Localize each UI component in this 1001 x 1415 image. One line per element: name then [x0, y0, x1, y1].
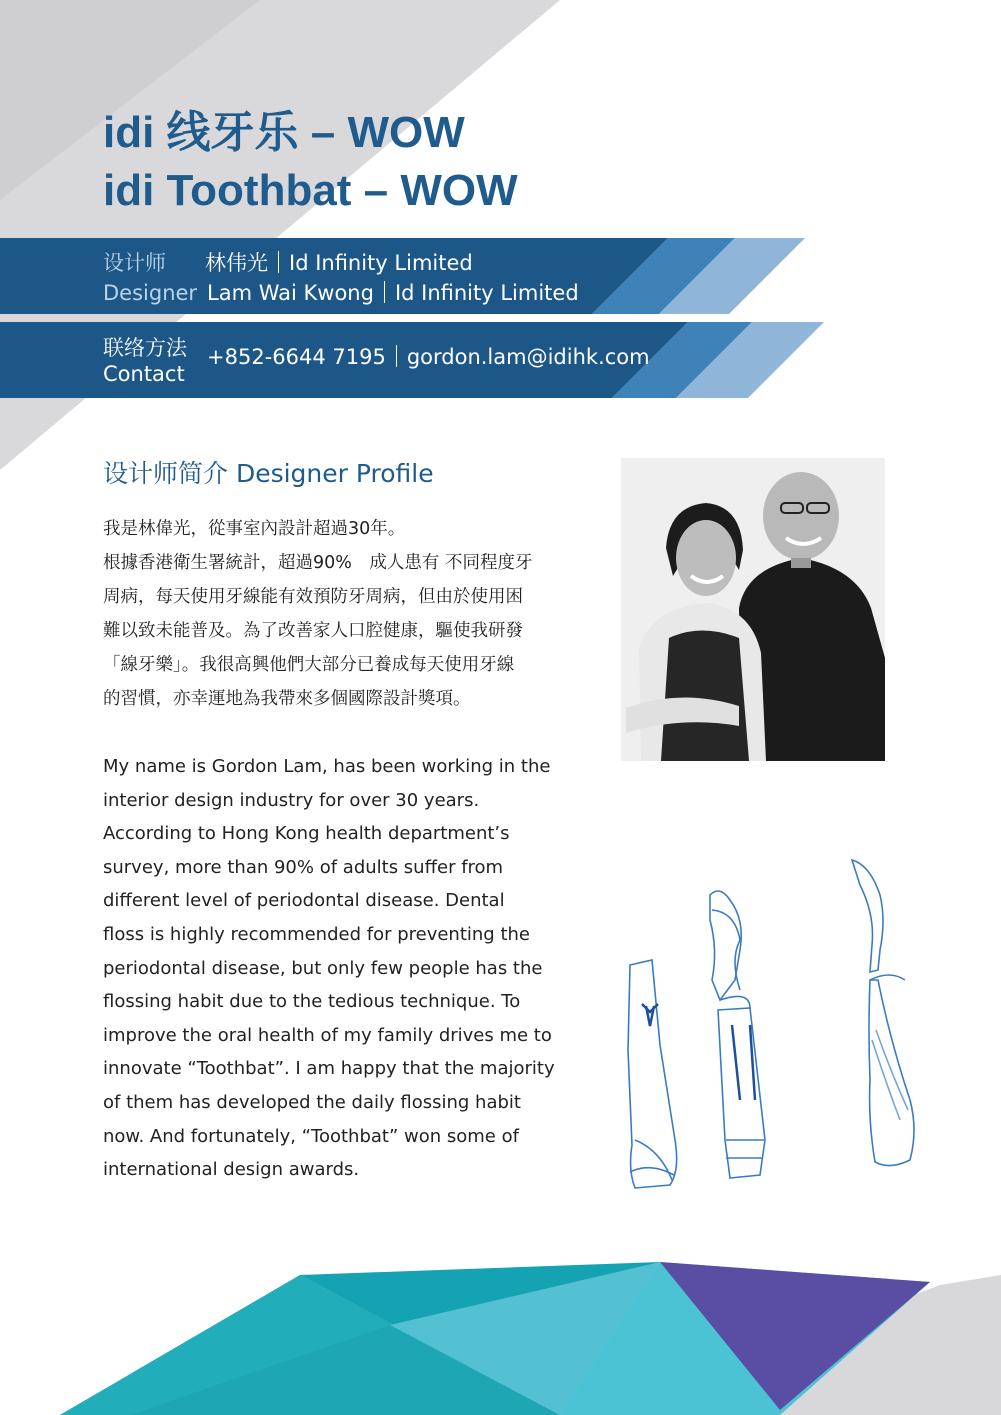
designer-photo-illustration [621, 458, 885, 761]
divider [278, 251, 279, 273]
profile-en-line: international design awards. [103, 1159, 360, 1181]
profile-en-line: floss is highly recommended for preventing the [103, 923, 530, 945]
contact-label-en [103, 359, 185, 389]
designer-photo [621, 458, 885, 761]
profile-en-line: My name is Gordon Lam, has been working in the [103, 756, 551, 777]
toothbat-sketch-illustration [590, 840, 960, 1210]
title-chinese: idi 线牙乐 – WOW [103, 108, 465, 157]
designer-name-zh: 林伟光 [205, 251, 268, 275]
profile-zh-line: 根據香港衛生署統計，超過90% 成人患有 不同程度牙 [103, 553, 533, 573]
designer-row-zh [103, 248, 473, 278]
designer-label-zh: 设计师 [103, 251, 166, 275]
profile-en-line: survey, more than 90% of adults suffer from [103, 856, 504, 878]
contact-email[interactable]: gordon.lam@idihk.com [406, 345, 650, 369]
profile-zh-line: 「線牙樂」。我很高興他們大部分已養成每天使用牙線 [103, 655, 515, 675]
profile-en-line: different level of periodontal disease. Dental [103, 890, 505, 912]
contact-label-en-text: Contact [103, 362, 185, 386]
profile-en-line: periodontal disease, but only few people has the [103, 957, 543, 979]
profile-zh-line: 周病，每天使用牙線能有效預防牙周病，但由於使用困 [103, 587, 523, 607]
profile-text-zh [103, 512, 573, 716]
profile-text-en [103, 750, 573, 1187]
profile-zh-line: 難以致未能普及。為了改善家人口腔健康，驅使我研發 [103, 621, 523, 641]
designer-row-en [103, 278, 579, 308]
toothbat-sketch [590, 840, 960, 1210]
profile-en-line: innovate “Toothbat”. I am happy that the majority [103, 1058, 555, 1080]
designer-label-en: Designer [103, 281, 198, 305]
profile-en-line: now. And fortunately, “Toothbat” won some of [103, 1125, 519, 1147]
contact-details [207, 342, 650, 372]
profile-en-line: flossing habit due to the tedious technique. To [103, 991, 521, 1013]
profile-heading: 设计师简介 Designer Profile [103, 459, 434, 488]
contact-label-zh-text: 联络方法 [103, 336, 187, 360]
designer-company-en: Id Infinity Limited [394, 281, 579, 305]
designer-name-en: Lam Wai Kwong [207, 281, 374, 305]
profile-zh-line: 的習慣，亦幸運地為我帶來多個國際設計獎項。 [103, 689, 471, 709]
contact-phone[interactable]: +852-6644 7195 [207, 345, 386, 369]
profile-en-line: According to Hong Kong health department’s [103, 823, 510, 845]
title-english: idi Toothbat – WOW [103, 166, 518, 215]
profile-zh-line: 我是林偉光，從事室內設計超過30年。 [103, 519, 406, 539]
divider [396, 345, 397, 367]
profile-en-line: interior design industry for over 30 years. [103, 789, 480, 811]
profile-en-line: of them has developed the daily flossing habit [103, 1091, 521, 1113]
designer-company-zh: Id Infinity Limited [289, 251, 473, 275]
profile-en-line: improve the oral health of my family drives me to [103, 1024, 552, 1046]
divider [384, 281, 385, 303]
